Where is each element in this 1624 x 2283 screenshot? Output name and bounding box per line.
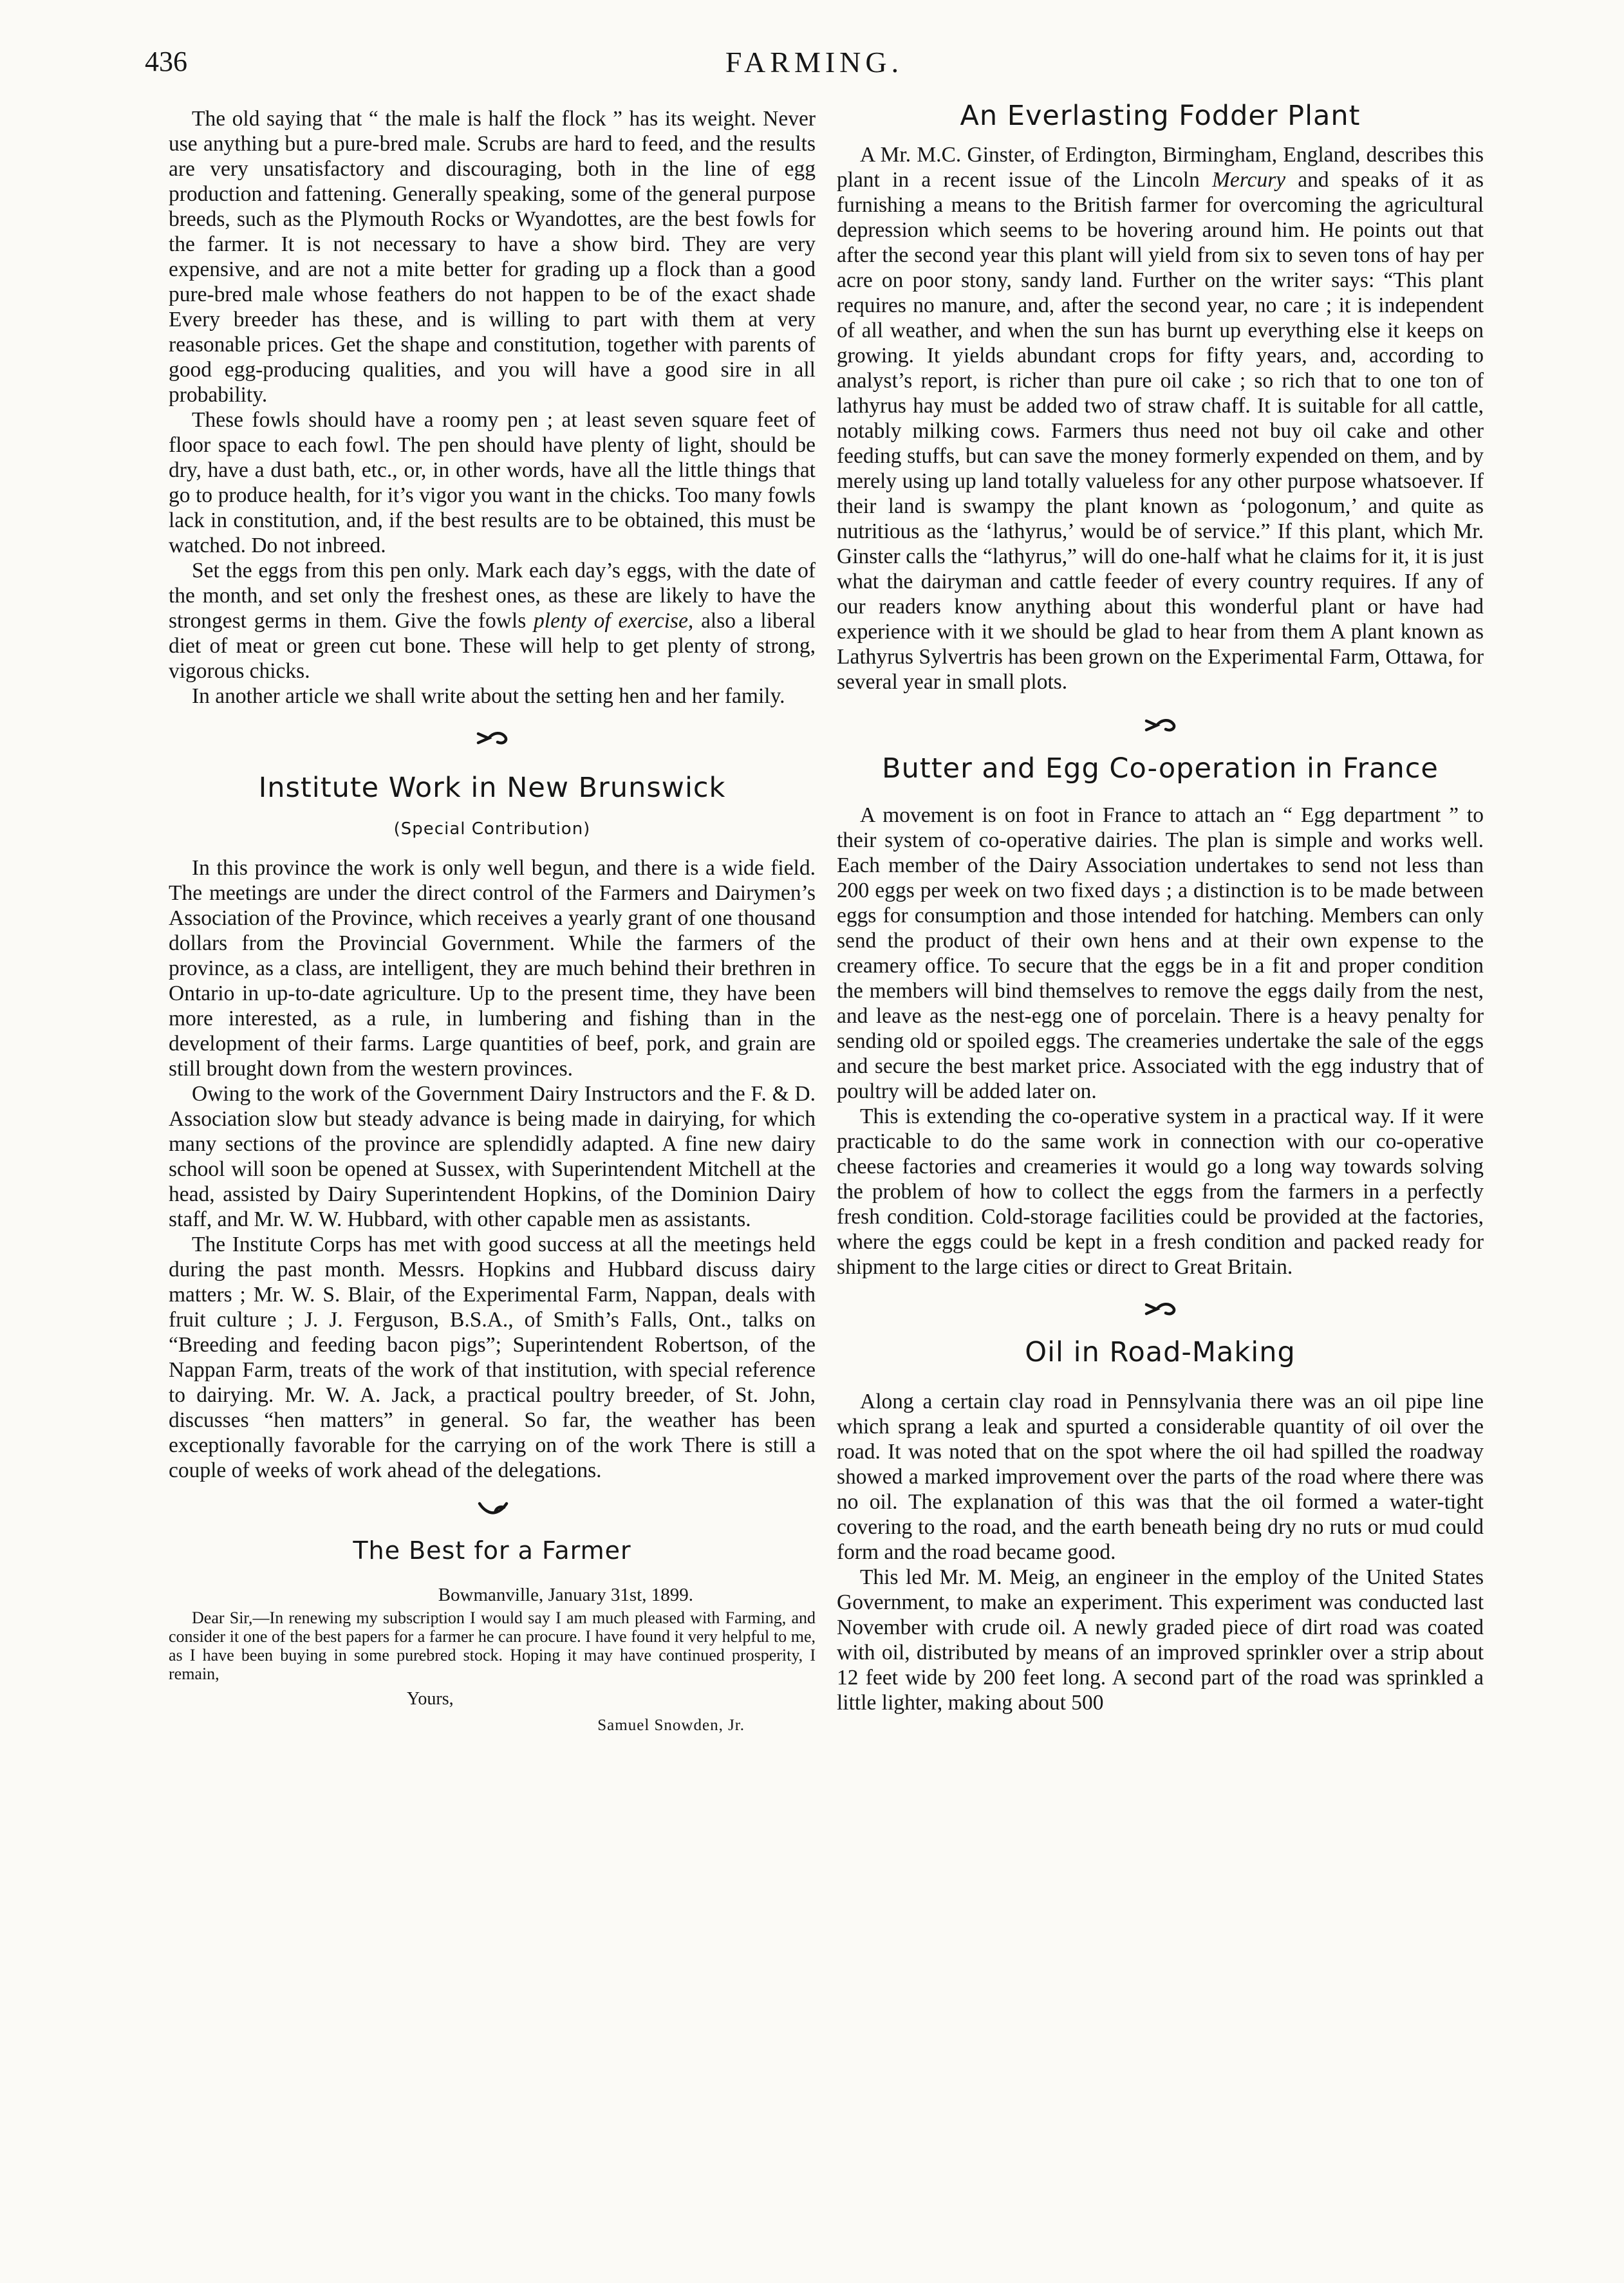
fleuron-icon	[837, 1296, 1484, 1322]
emphasis-text: Mercury	[1212, 168, 1286, 192]
running-head	[126, 45, 1503, 90]
letter-closing: Yours,	[407, 1689, 454, 1709]
journal-title: FARMING.	[725, 46, 904, 79]
paragraph: This is extending the co-operative system in a practical way. If it were practicable to do the same work in connection with our co-operative cheese factories and creameries it would go a long way towards solving the problem of how to collect the eggs from the farmers in a perfectly fresh condition. Cold-storage facilities could be provided at the factories, where the eggs could be kept in a fresh condition and packed ready for shipment to the large cities or direct to Great Britain.	[837, 1104, 1484, 1279]
paragraph: Owing to the work of the Government Dairy Instructors and the F. & D. Association slow but steady advance is being made in dairying, for which many sections of the province are splendidly adapted. A fine new dairy school will soon be opened at Sussex, with Superintendent Mitchell at the head, assisted by Dairy Superintendent Hopkins, of the Dominion Dairy staff, and Mr. W. W. Hubbard, with other capable men as assistants.	[169, 1082, 816, 1231]
paragraph	[169, 558, 816, 684]
article-title: An Everlasting Fodder Plant	[960, 100, 1361, 132]
paragraph: In another article we shall write about the setting hen and her family.	[192, 684, 785, 708]
poultry-article-continuation	[169, 106, 816, 709]
paragraph: In this province the work is only well begun, and there is a wide field. The meetings are under the direct control of the Farmers and Dairymen’s Association of the Province, which receives a yearly grant of one thousand dollars from the Provincial Government. While the farmers of the province, as a class, are intelligent, they are much behind their brethren in Ontario in up-to-date agriculture. Up to the present time, they have been more interested, as a rule, in lumbering and fishing than in the development of their farms. Large quantities of beef, pork, and grain are still brought down from the western provinces.	[169, 856, 816, 1081]
page-number: 436	[145, 46, 187, 77]
fleuron-icon	[169, 1496, 816, 1522]
butter-egg-article	[837, 751, 1484, 1280]
fleuron-icon	[169, 725, 816, 751]
letter-body: Dear Sir,—In renewing my subscription I would say I am much pleased with Farming, and consider it one of the best papers for a farmer he can procure. I have found it very helpful to me, as I have been buying in some purebred stock. Hoping it may have continued prosperity, I remain,	[169, 1608, 816, 1683]
oil-road-article	[837, 1335, 1484, 1715]
article-title: Institute Work in New Brunswick	[258, 772, 726, 804]
article-title: Butter and Egg Co-operation in France	[882, 752, 1439, 785]
paragraph	[837, 142, 1484, 694]
letter-signature: Samuel Snowden, Jr.	[597, 1717, 745, 1734]
text-run: and speaks of it as furnishing a means to the British farmer for overcoming the agricultural depression which seems to be hovering around him. He points out that after the second year this plant will yield from six to seven tons of hay per acre on poor stony, sandy land. Further on the writer says: “This plant requires no manure, and, after the second year, no care ; it is independent of all weather, and when the sun has burnt up everything else it keeps on growing. It yields abundant crops for fifty years, and, according to analyst’s report, is richer than pure oil cake ; so rich that to one ton of lathyrus hay must be added two of straw chaff. It is suitable for all cattle, notably milking cows. Farmers thus need not buy oil cake and other feeding stuffs, but can save the money formerly expended on them, and by merely using up land totally valueless for any other purpose whatsoever. If their land is swampy the plant known as ‘pologonum,’ and quite as nutritious as the ‘lathyrus,’ would be of service.” If this plant, which Mr. Ginster calls the “lathyrus,” will do one-half what he claims for it, it is just what the dairyman and cattle feeder of every country requires. If any of our readers know anything about this wonderful plant or have had experience with it we should be glad to hear from them A plant known as Lathyrus Sylvertris has been grown on the Experimental Farm, Ottawa, for several year in small plots.	[837, 168, 1484, 694]
article-subtitle: (Special Contribution)	[393, 819, 591, 839]
paragraph: These fowls should have a roomy pen ; at least seven square feet of floor space to each fowl. The pen should have plenty of light, should be dry, have a dust bath, etc., or, in other words, have all the little things that go to produce health, for it’s vigor you want in the chicks. Too many fowls lack in constitution, and, if the best results are to be obtained, this must be watched. Do not inbreed.	[169, 408, 816, 557]
text-run: Set the eggs from this pen only. Mark each day’s eggs, with the date of the month, and set only the freshest ones, as these are likely to have the strongest germs in them. Give the fowls	[169, 559, 816, 633]
fleuron-icon	[837, 713, 1484, 738]
article-title: The Best for a Farmer	[353, 1536, 631, 1565]
paragraph: This led Mr. M. Meig, an engineer in the employ of the United States Government, to make an experiment. This experiment was conducted last November with crude oil. A newly graded piece of dirt road was coated with oil, distributed by means of an improved sprinkler over a strip about 12 feet wide by 200 feet long. A second part of the road was sprinkled a little lighter, making about 500	[837, 1565, 1484, 1715]
emphasis-text: plenty of exercise,	[534, 609, 694, 633]
paragraph: The Institute Corps has met with good success at all the meetings held during the past month. Messrs. Hopkins and Hubbard discuss dairy matters ; Mr. W. S. Blair, of the Experimental Farm, Nappan, deals with fruit culture ; J. J. Ferguson, B.S.A., of Smith’s Falls, Ont., talks on “Breeding and feeding bacon pigs”; Superintendent Robertson, of the Nappan Farm, treats of the work of that institution, with special reference to dairying. Mr. W. A. Jack, a practical poultry breeder, of St. John, discusses “hen matters” in general. So far, the weather has been exceptionally favorable for the carrying on of the work There is still a couple of weeks of work ahead of the delegations.	[169, 1233, 816, 1482]
article-title: Oil in Road-Making	[1025, 1336, 1296, 1368]
paragraph: A movement is on foot in France to attach an “ Egg department ” to their system of co-operative dairies. The plan is simple and works well. Each member of the Dairy Association undertakes to send not less than 200 eggs per week on two fixed days ; a distinction is to be made between eggs for consumption and those intended for hatching. Members can only send the product of their own hens and at their own expense to the creamery office. To secure that the eggs be in a fit and proper condition the members will bind themselves to remove the eggs daily from the nest, and leave as the nest-egg one of porcelain. There is a heavy penalty for sending old or spoiled eggs. The creameries undertake the sale of the eggs and secure the best market price. Associated with the egg industry that of poultry will be added later on.	[837, 803, 1484, 1103]
institute-work-article	[169, 770, 816, 1483]
paragraph: Along a certain clay road in Pennsylvania there was an oil pipe line which sprang a leak and spurted a considerable quantity of oil over the road. It was noted that on the spot where the oil had spilled the roadway showed a marked improvement over the parts of the road where there was no oil. The explanation of this was that the oil formed a water-tight covering to the road, and the earth beneath being dry no ruts or mud could form and the road became good.	[837, 1390, 1484, 1564]
right-column	[837, 100, 1484, 1715]
left-column	[169, 106, 816, 1735]
text-run: also a liberal diet of meat or green cut bone. These will help to get plenty of strong, vigorous chicks.	[169, 609, 816, 683]
text-run: A Mr. M.C. Ginster, of Erdington, Birmingham, England, describes this plant in a recent issue of the Lincoln	[837, 143, 1484, 192]
paragraph: The old saying that “ the male is half the flock ” has its weight. Never use anything but a pure-bred male. Scrubs are hard to feed, and the results are very unsatisfactory and discouraging, both in the line of egg production and fattening. Generally speaking, some of the general purpose breeds, such as the Plymouth Rocks or Wyandottes, are the best fowls for the farmer. It is not necessary to have a show bird. They are very expensive, and are not a mite better for grading up a flock than a good pure-bred male whose feathers do not happen to be of the exact shade Every breeder has these, and is willing to part with them at very reasonable prices. Get the shape and constitution, together with parents of good egg-producing qualities, and you will have a good sire in all probability.	[169, 107, 816, 407]
fodder-plant-article	[837, 98, 1484, 694]
letter-dateline: Bowmanville, January 31st, 1899.	[438, 1585, 693, 1605]
best-for-farmer-letter	[169, 1533, 816, 1735]
